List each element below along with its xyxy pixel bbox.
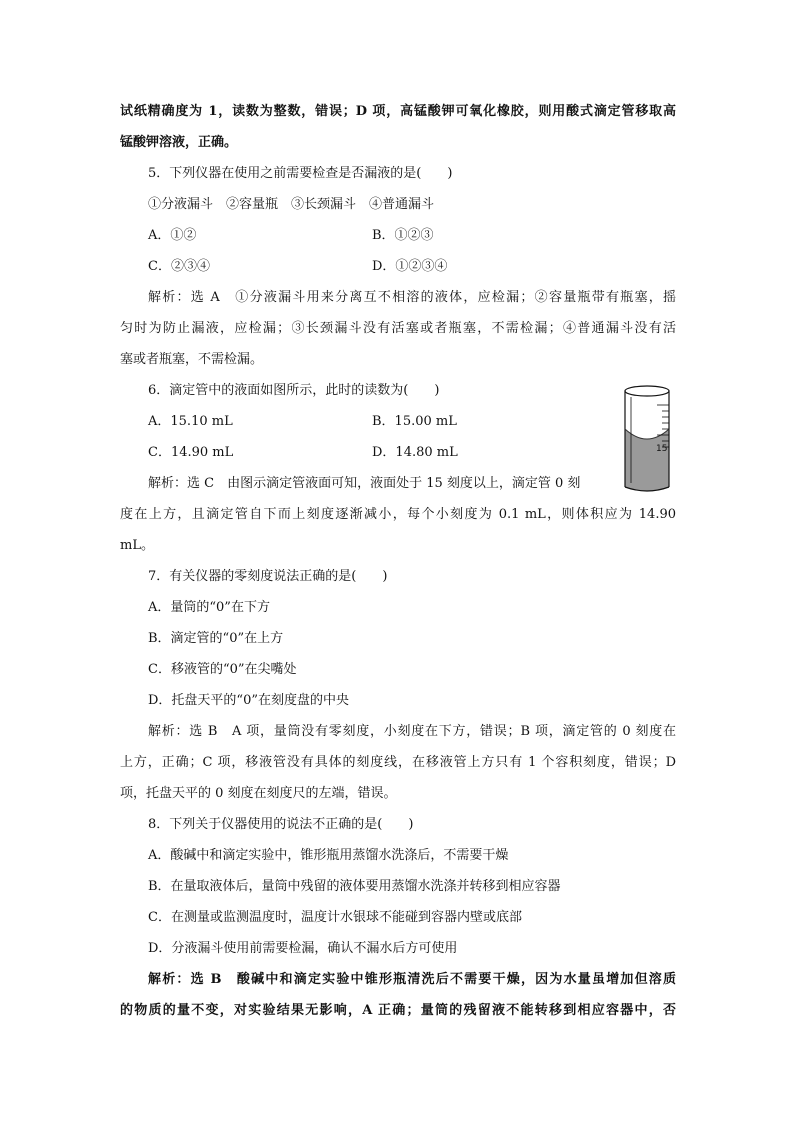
prev-analysis-line-1: 试纸精确度为 1，读数为整数，错误；D 项，高锰酸钾可氧化橡胶，则用酸式滴定管移取高	[120, 104, 676, 119]
prev-analysis-line-2: 锰酸钾溶液，正确。	[120, 135, 238, 150]
q8-option-b: B．在量取液体后，量筒中残留的液体要用蒸馏水洗涤并转移到相应容器	[148, 879, 561, 894]
q6-option-b: B．15.00 mL	[372, 414, 457, 429]
q8-analysis-line-1: 解析：选 B 酸碱中和滴定实验中锥形瓶清洗后不需要干燥，因为水量虽增加但溶质	[148, 972, 676, 987]
q6-analysis-line-2: 度在上方，且滴定管自下而上刻度逐渐减小，每个小刻度为 0.1 mL，则体积应为 14.90	[120, 507, 676, 522]
q5-analysis-line-2: 匀时为防止漏液，应检漏；③长颈漏斗没有活塞或者瓶塞，不需检漏；④普通漏斗没有活	[120, 321, 676, 336]
q5-option-b: B．①②③	[372, 228, 434, 243]
q8-option-c: C．在测量或监测温度时，温度计水银球不能碰到容器内壁或底部	[148, 910, 522, 925]
q8-option-d: D．分液漏斗使用前需要检漏，确认不漏水后方可使用	[148, 941, 458, 956]
burette-figure	[619, 385, 675, 493]
q5-stem: 5．下列仪器在使用之前需要检查是否漏液的是( )	[148, 166, 453, 181]
q6-analysis-line-3: mL。	[120, 538, 154, 553]
q6-options-row-2	[120, 437, 676, 468]
q6-options-row-1	[120, 406, 676, 437]
q5-option-a: A．①②	[148, 228, 197, 243]
burette-scale-label: 15	[656, 444, 668, 454]
q8-stem: 8．下列关于仪器使用的说法不正确的是( )	[148, 817, 414, 832]
q5-analysis-line-3: 塞或者瓶塞，不需检漏。	[120, 352, 264, 367]
q6-option-a: A．15.10 mL	[148, 414, 233, 429]
q8-analysis-line-2: 的物质的量不变，对实验结果无影响，A 正确；量筒的残留液不能转移到相应容器中，否	[120, 1003, 676, 1018]
q7-stem: 7．有关仪器的零刻度说法正确的是( )	[148, 569, 388, 584]
q5-items: ①分液漏斗 ②容量瓶 ③长颈漏斗 ④普通漏斗	[148, 197, 435, 212]
q6-option-d: D．14.80 mL	[372, 445, 458, 460]
q7-analysis-line-1: 解析：选 B A 项，量筒没有零刻度，小刻度在下方，错误；B 项，滴定管的 0 刻度在	[148, 724, 676, 739]
q8-option-a: A．酸碱中和滴定实验中，锥形瓶用蒸馏水洗涤后，不需要干燥	[148, 848, 509, 863]
q7-option-a: A．量筒的“0”在下方	[148, 600, 270, 615]
q7-option-d: D．托盘天平的“0”在刻度盘的中央	[148, 693, 349, 708]
q7-analysis-line-3: 项，托盘天平的 0 刻度在刻度尺的左端，错误。	[120, 786, 397, 801]
q5-analysis-line-1: 解析：选 A ①分液漏斗用来分离互不相溶的液体，应检漏；②容量瓶带有瓶塞，摇	[148, 290, 676, 305]
q6-stem: 6．滴定管中的液面如图所示，此时的读数为( )	[148, 383, 440, 398]
q5-options-row-2	[120, 251, 676, 282]
document-page	[120, 96, 676, 1026]
q5-option-d: D．①②③④	[372, 259, 448, 274]
burette-liquid	[625, 429, 669, 491]
q7-option-c: C．移液管的“0”在尖嘴处	[148, 662, 297, 677]
q6-option-c: C．14.90 mL	[148, 445, 234, 460]
q5-options-row-1	[120, 220, 676, 251]
burette-top-rim	[625, 386, 669, 396]
q6-analysis-line-1: 解析：选 C 由图示滴定管液面可知，液面处于 15 刻度以上，滴定管 0 刻	[148, 476, 581, 491]
q5-option-c: C．②③④	[148, 259, 210, 274]
q7-analysis-line-2: 上方，正确；C 项，移液管没有具体的刻度线，在移液管上方只有 1 个容积刻度，错误；D	[120, 755, 676, 770]
q7-option-b: B．滴定管的“0”在上方	[148, 631, 284, 646]
